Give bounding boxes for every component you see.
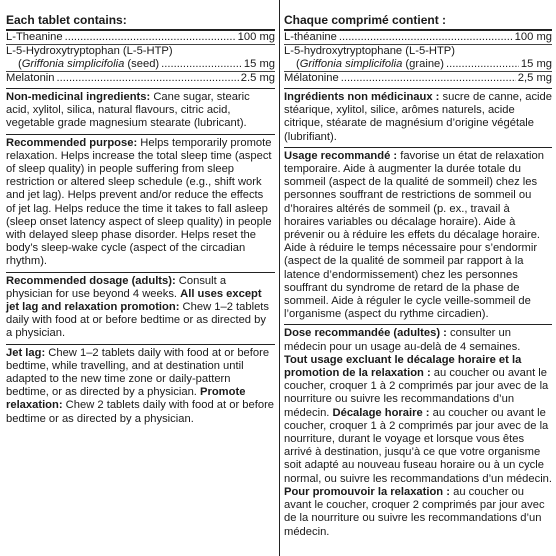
section-rule [284,147,552,148]
ingredient-amount: 100 mg [514,31,552,43]
ingredient-amount: 2,5 mg [517,72,552,84]
column-divider [279,0,280,556]
leader-dots [65,31,236,44]
ingredient-name: (Griffonia simplicifolia (graine) [296,58,444,70]
relaxation-dosage: Pour promouvoir la relaxation : au coucher ou avant le coucher, croquer 2 comprimés par jour avec de la nourriture ou suivre les recommandations d’un médecin. [284,485,545,538]
ingredient-name: L-théanine [284,31,337,43]
ingredient-amount: 15 mg [243,58,275,70]
ingredient-row [6,45,275,58]
recommended-purpose: Recommended purpose: Helps temporarily promote relaxation. Helps increase the total sleep time (aspect of sleep quality) in people suffering from sleep restriction or altered sleep schedule (e.g., shift work and jet lag). Helps prevent and/or reduce the effects of jet lag. Helps reduce the time it takes to fall asleep (sleep onset latency aspect of sleep quality) in people with delayed sleep phase disorder. Helps reset the body’s sleep-wake cycle (aspect of the circadian rhythm). [6,136,272,268]
section-rule [6,344,275,345]
section-rule [6,88,275,89]
ingredient-amount: 100 mg [237,31,275,43]
ingredient-row [284,58,552,71]
french-column [284,13,552,539]
section-rule [284,88,552,89]
jet-lag-dosage: Jet lag: Chew 1–2 tablets daily with food at or before bedtime, while travelling, and at destination until adapted to the new time zone or daily-pattern bedtime, or as directed by a physician. Promote relaxation: Chew 2 tablets daily with food at or before bedtime or as directed by a physician. [6,346,275,425]
ingredient-name: L-Theanine [6,31,63,43]
leader-dots [57,72,239,85]
ingredient-name: Melatonin [6,72,55,84]
non-medicinal-ingredients: Ingrédients non médicinaux : sucre de canne, acide stéarique, xylitol, silice, arômes naturels, acide citrique, stéarate de magnésium d’origine végétale (lubrifiant). [284,91,552,143]
ingredient-row [6,31,275,44]
ingredient-row [284,72,552,85]
leader-dots [341,72,516,85]
ingredient-name: L-5-hydroxytryptophane (L-5-HTP) [284,45,455,57]
ingredient-row [6,72,275,85]
ingredient-name: Mélatonine [284,72,339,84]
ingredient-row [284,31,552,44]
ingredients-heading: Each tablet contains: [6,13,127,27]
ingredient-row [284,45,552,58]
ingredient-amount: 2.5 mg [240,72,275,84]
leader-dots [339,31,513,44]
all-uses-dosage: Tout usage excluant le décalage horaire et la promotion de la relaxation : au coucher ou avant le coucher, croquer 1 à 2 comprimés par jour avec de la nourriture ou suivre les recommandations d’un médecin. Décalage horaire : au coucher ou avant le coucher, croquer 1 à 2 comprimés par jour avec de la nourriture, durant le voyage et lorsque vous êtes arrivé à destination, jusqu’à ce que votre organisme soit adapté au nouveau fuseau horaire ou à un cycle normal, ou suivre les recommandations d’un médecin. [284,353,553,485]
section-rule [6,272,275,273]
ingredient-name: (Griffonia simplicifolia (seed) [18,58,160,70]
leader-dots [161,58,242,71]
leader-dots [446,58,519,71]
ingredients-heading: Chaque comprimé contient : [284,13,447,27]
recommended-dosage: Dose recommandée (adultes) : consulter un médecin pour un usage au-delà de 4 semaines. [284,327,521,353]
recommended-dosage: Recommended dosage (adults): Consult a physician for use beyond 4 weeks. All uses except jet lag and relaxation promotion: Chew 1–2 tablets daily with food at or before bedtime or as directed by a physician. [6,274,269,340]
ingredient-name: L-5-Hydroxytryptophan (L-5-HTP) [6,45,173,57]
section-rule [6,134,275,135]
recommended-purpose: Usage recommandé : favorise un état de relaxation temporaire. Aide à augmenter la durée totale du sommeil (aspect de la qualité de sommeil) chez les personnes souffrant de restrictions de sommeil ou d’horaires altérés de sommeil (p. ex., travail à horaires variables ou décalage horaire). Aide à prévenir ou à réduire les effets du décalage horaire. Aide à réduire le temps nécessaire pour s’endormir (aspect de la qualité de sommeil par rapport à la latence d’endormissement) chez les personnes souffrant du syndrome de retard de la phase de sommeil. Aide à réguler le cycle veille-sommeil de l’organisme (aspect du rythme circadien). [284,149,544,321]
ingredient-amount: 15 mg [520,58,552,70]
ingredient-row [6,58,275,71]
non-medicinal-ingredients: Non-medicinal ingredients: Cane sugar, stearic acid, xylitol, silica, natural flavours, citric acid, vegetable grade magnesium stearate (lubricant). [6,91,250,130]
section-rule [284,324,552,325]
english-column [6,13,275,426]
